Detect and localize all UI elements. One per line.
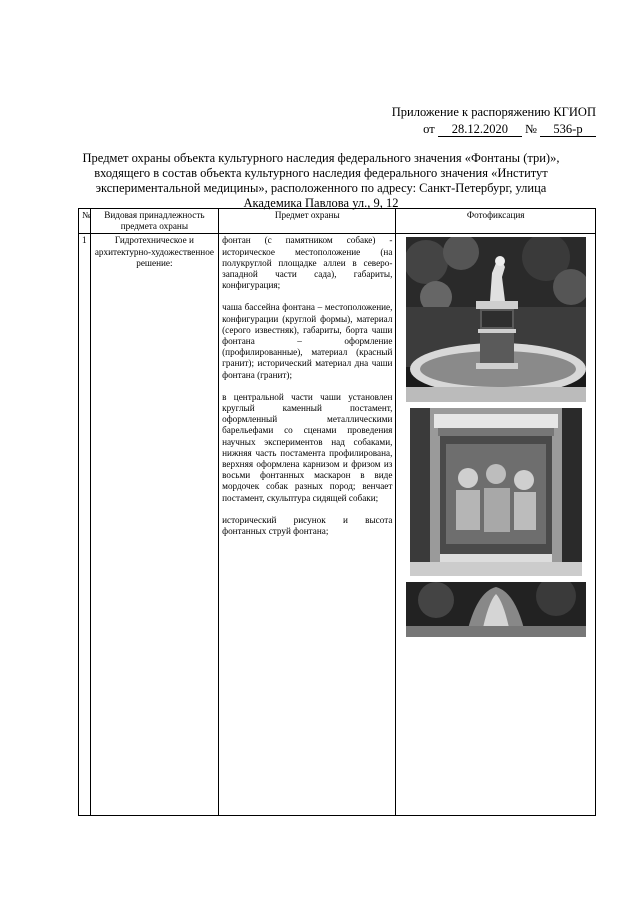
row-photo-cell: [396, 234, 596, 816]
header-type: Видовая принадлежность предмета охраны: [90, 209, 218, 234]
table-row: [79, 234, 596, 816]
fountain-jets-photo: [406, 582, 586, 637]
order-reference: [392, 104, 596, 138]
document-title: Предмет охраны объекта культурного наследия федерального значения «Фонтаны (три)», входящего в состав объекта культурного наследия федерального значения «Институт экспериментальной медицины», расположенного по адресу: Санкт-Петербург, улица Академика Павлова ул., 9, 12: [82, 151, 560, 210]
row-number: 1: [79, 234, 91, 816]
row-subject-cell: [219, 234, 396, 816]
appendix-line: Приложение к распоряжению КГИОП: [391, 105, 596, 119]
header-number: №: [79, 209, 91, 234]
subject-paragraph-1: фонтан (с памятником собаке) - историческое местоположение (на полукруглой площадке аллеи в северо-западной части сада), габариты, конфигурация;: [222, 235, 393, 291]
header-photo: Фотофиксация: [396, 209, 596, 234]
header-subject: Предмет охраны: [219, 209, 396, 234]
table-header-row: [79, 209, 596, 234]
subject-paragraph-3: в центральной части чаши установлен круглый каменный постамент, оформленный металлическими барельефами со сценами проведения научных экспериментов над собаками, нижняя часть постамента профилирована, верхняя оформлена карнизом и фризом из восьми фонтанных маскарон в виде мордочек собак разных пород; венчает постамент, скульптура сидящей собаки;: [222, 391, 393, 503]
fountain-overview-photo: [406, 237, 586, 402]
pedestal-relief-photo: [410, 408, 582, 576]
row-type-cell: [90, 234, 218, 816]
date-number-line: [423, 121, 596, 138]
subject-paragraph-2: чаша бассейна фонтана – местоположение, конфигурации (круглой формы), материал (серого известняк), габариты, борта чаши фонтана – оформление (профилированные), материал (красный гранит); исторический материал дна чаши фонтана (гранит);: [222, 302, 393, 380]
order-date: 28.12.2020: [438, 122, 522, 137]
order-number: 536-р: [540, 122, 596, 137]
row-type: Гидротехническое и архитектурно-художественное решение:: [94, 235, 214, 268]
from-label: от: [423, 122, 435, 136]
number-label: №: [524, 122, 537, 136]
subject-paragraph-4: исторический рисунок и высота фонтанных струй фонтана;: [222, 514, 393, 537]
protection-table: [78, 208, 596, 816]
